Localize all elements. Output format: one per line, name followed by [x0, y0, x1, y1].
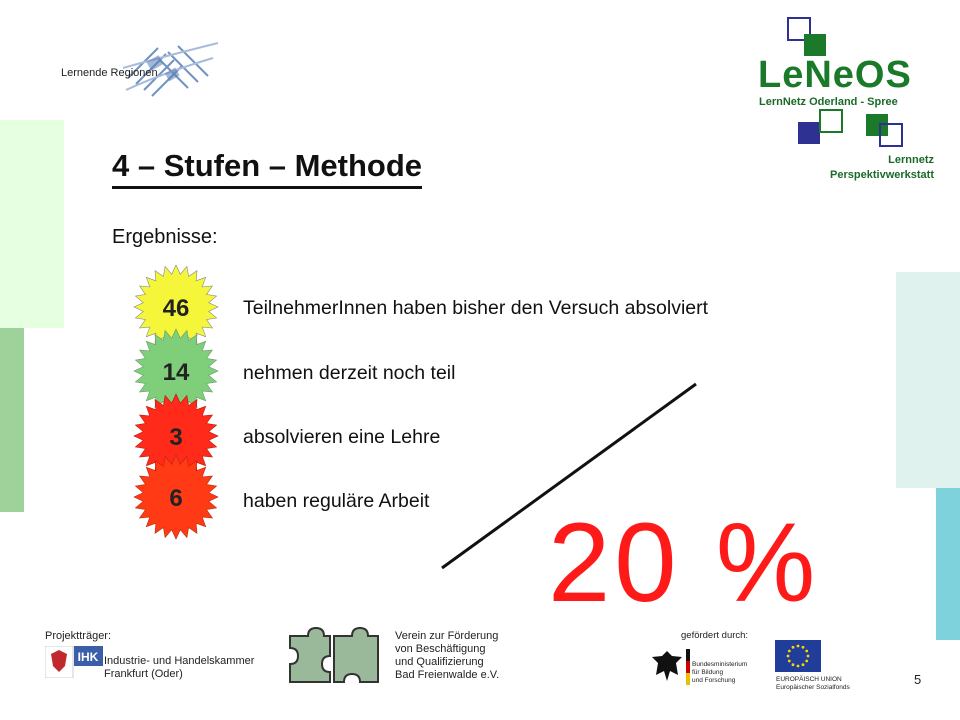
burst-number: 3 — [169, 424, 183, 451]
ihk-logo — [45, 646, 103, 678]
slide-subtitle: Ergebnisse: — [112, 226, 218, 248]
eu-star — [792, 663, 795, 666]
burst-badge-6 — [133, 454, 219, 540]
decorative-bar-right-bottom — [936, 488, 960, 640]
bmbf-line3: und Forschung — [692, 677, 736, 684]
ihk-name — [104, 655, 254, 681]
verein-line2: von Beschäftigung — [395, 643, 486, 655]
decorative-bar-left-top — [0, 120, 64, 328]
verein-text — [395, 630, 499, 682]
lernnetz-line1: Lernnetz — [888, 154, 934, 166]
eu-star — [802, 646, 805, 649]
burst-number: 14 — [162, 359, 190, 386]
burst-number: 46 — [162, 295, 190, 322]
eu-flag-icon — [775, 640, 821, 672]
bmbf-line1: Bundesministerium — [692, 661, 748, 668]
ihk-line2: Frankfurt (Oder) — [104, 668, 183, 680]
eu-line2: Europäischer Sozialfonds — [776, 684, 850, 691]
row-text-4: haben reguläre Arbeit — [243, 490, 430, 512]
decorative-bar-left-bottom — [0, 328, 24, 512]
eu-star — [792, 646, 795, 649]
decorative-bar-right-top — [896, 272, 960, 488]
projekttraeger-label: Projektträger: — [45, 630, 112, 642]
slide-title: 4 – Stufen – Methode — [112, 148, 422, 189]
lernende-regionen-label: Lernende Regionen — [61, 67, 158, 79]
eu-star — [805, 660, 808, 663]
page-number: 5 — [914, 672, 922, 687]
bmbf-text — [692, 661, 747, 685]
ihk-line1: Industrie- und Handelskammer — [104, 655, 255, 667]
verein-line1: Verein zur Förderung — [395, 630, 499, 642]
leneos-brand: LeNeOS — [758, 54, 912, 96]
eu-star — [797, 665, 800, 668]
eu-text — [776, 676, 850, 692]
percentage-value: 20 % — [548, 500, 820, 625]
ihk-text: IHK — [77, 650, 99, 664]
eu-star — [787, 655, 790, 658]
german-flag-stripe — [686, 649, 690, 685]
eu-star — [788, 650, 791, 653]
row-text-1: TeilnehmerInnen haben bisher den Versuch absolviert — [243, 297, 709, 319]
gefoerdert-label: gefördert durch: — [681, 630, 749, 641]
eu-star — [807, 655, 810, 658]
lernnetz-line2: Perspektivwerkstatt — [830, 169, 934, 181]
eu-star — [797, 645, 800, 648]
eu-line1: EUROPÄISCH UNION — [776, 676, 842, 683]
row-text-2: nehmen derzeit noch teil — [243, 362, 456, 384]
puzzle-logo — [284, 626, 384, 688]
leneos-subtitle: LernNetz Oderland - Spree — [759, 96, 898, 108]
verein-line4: Bad Freienwalde e.V. — [395, 669, 500, 681]
eu-star — [805, 650, 808, 653]
burst-number: 6 — [169, 485, 183, 512]
verein-line3: und Qualifizierung — [395, 656, 484, 668]
lernnetz-label — [830, 153, 934, 183]
federal-eagle-icon — [648, 647, 686, 685]
bmbf-line2: für Bildung — [692, 669, 724, 676]
row-text-3: absolvieren eine Lehre — [243, 426, 441, 448]
eu-star — [788, 660, 791, 663]
eu-star — [802, 663, 805, 666]
